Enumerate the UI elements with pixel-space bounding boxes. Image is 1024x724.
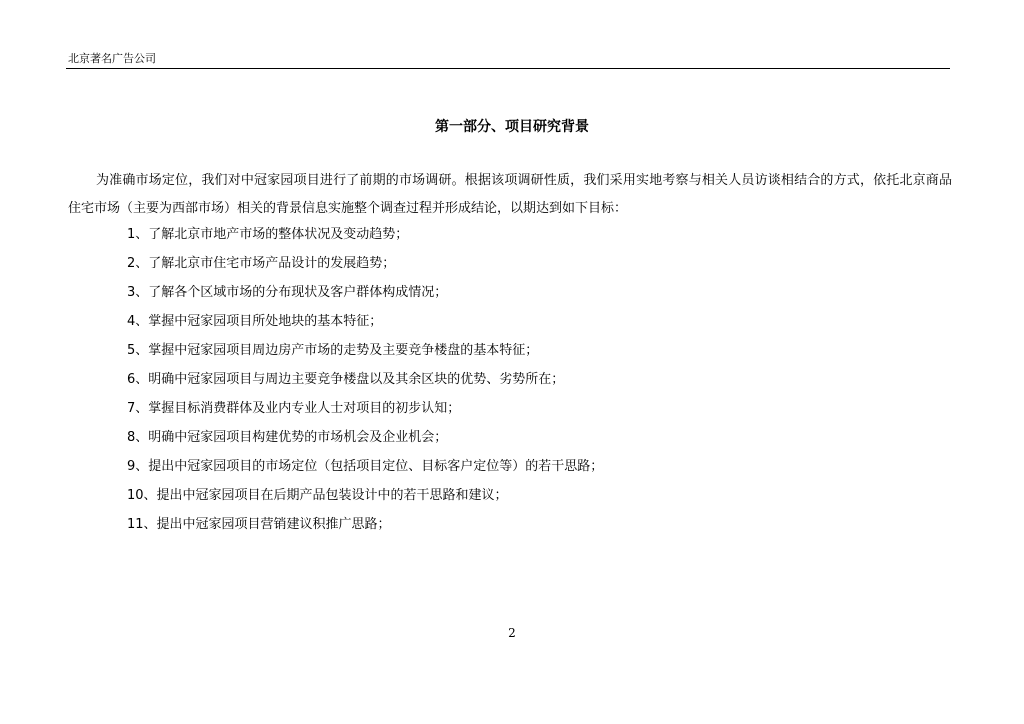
objectives-list bbox=[127, 225, 603, 544]
list-item: 4、掌握中冠家园项目所处地块的基本特征； bbox=[127, 314, 383, 329]
list-item: 3、了解各个区域市场的分布现状及客户群体构成情况； bbox=[127, 285, 448, 300]
intro-line-1: 为准确市场定位，我们对中冠家园项目进行了前期的市场调研。根据该项调研性质，我们采用实地考察与相关人员访谈相结合的方式， bbox=[96, 173, 874, 188]
list-item: 1、了解北京市地产市场的整体状况及变动趋势； bbox=[127, 227, 409, 242]
list-item: 7、掌握目标消费群体及业内专业人士对项目的初步认知； bbox=[127, 401, 461, 416]
list-item: 9、提出中冠家园项目的市场定位（包括项目定位、目标客户定位等）的若干思路； bbox=[127, 459, 604, 474]
list-item: 5、掌握中冠家园项目周边房产市场的走势及主要竞争楼盘的基本特征； bbox=[127, 343, 539, 358]
list-item: 2、了解北京市住宅市场产品设计的发展趋势； bbox=[127, 256, 396, 271]
list-item: 6、明确中冠家园项目与周边主要竞争楼盘以及其余区块的优势、劣势所在； bbox=[127, 372, 565, 387]
list-item: 11、提出中冠家园项目营销建议积推广思路； bbox=[127, 517, 391, 532]
header-company-name: 北京著名广告公司 bbox=[68, 52, 156, 65]
section-title: 第一部分、项目研究背景 bbox=[435, 119, 589, 135]
page-number: 2 bbox=[508, 626, 516, 640]
list-item: 8、明确中冠家园项目构建优势的市场机会及企业机会； bbox=[127, 430, 448, 445]
list-item: 10、提出中冠家园项目在后期产品包装设计中的若干思路和建议； bbox=[127, 488, 508, 503]
intro-paragraph bbox=[68, 167, 952, 223]
header-divider bbox=[66, 68, 950, 69]
intro-line-2: 依托北京商品住宅市场（主要为西部市场）相关的背景信息实施整个调查过程并形成结论，以期达到如下目标： bbox=[68, 173, 952, 216]
